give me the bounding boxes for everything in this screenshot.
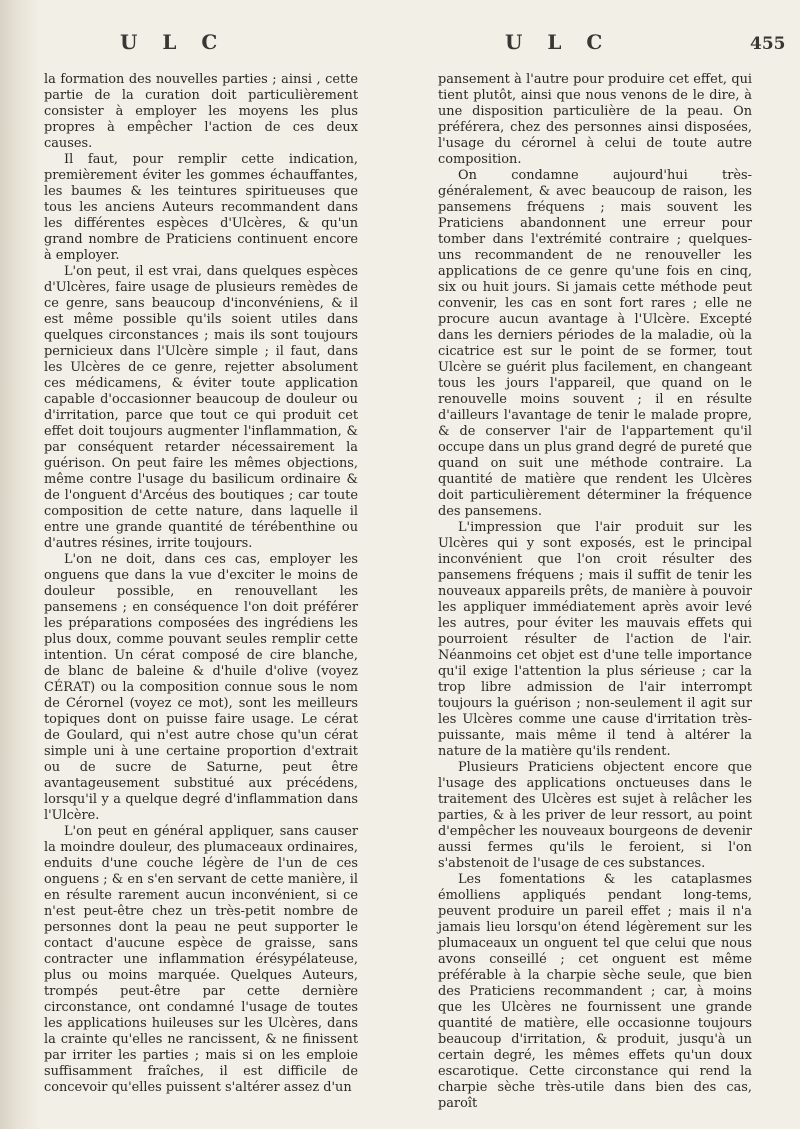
running-head-left: U L C [120, 30, 227, 54]
paragraph: Les fomentations & les cataplasmes émolliens appliqués pendant long-tems, peuvent produire un pareil effet ; mais il n'a jamais lieu lorsqu'on étend légèrement sur les plumaceaux un onguent tel que celui que nous avons conseillé ; cet onguent est même préférable à la charpie sèche seule, que bien des Praticiens recommandent ; car, à moins que les Ulcères ne fournissent une grande quantité de matière, elle occasionne toujours beaucoup d'irritation, & produit, jusqu'à un certain degré, les mêmes effets qu'un doux escarotique. Cette circonstance qui rend la charpie sèche très-utile dans bien des cas, paroît [438, 872, 752, 1111]
paragraph: la formation des nouvelles parties ; ainsi , cette partie de la curation doit particulièrement consister à employer les moyens les plus propres à empêcher l'action de ces deux causes. [44, 72, 358, 151]
page-header [0, 30, 800, 66]
page-gutter-shadow [0, 0, 40, 1129]
paragraph: pansement à l'autre pour produire cet effet, qui tient plutôt, ainsi que nous venons de le dire, à une disposition particulière de la peau. On préférera, chez des personnes ainsi disposées, l'usage du cérornel à celui de toute autre composition. [438, 72, 752, 167]
paragraph: L'on ne doit, dans ces cas, employer les onguens que dans la vue d'exciter le moins de douleur possible, en renouvellant les pansemens ; en conséquence l'on doit préférer les préparations composées des ingrédiens les plus doux, comme pouvant seules remplir cette intention. Un cérat composé de cire blanche, de blanc de baleine & d'huile d'olive (voyez CÉRAT) ou la composition connue sous le nom de Cérornel (voyez ce mot), sont les meilleurs topiques dont on puisse faire usage. Le cérat de Goulard, qui n'est autre chose qu'un cérat simple uni à une certaine proportion d'extrait ou de sucre de Saturne, peut être avantageusement substitué aux précédens, lorsqu'il y a quelque degré d'inflammation dans l'Ulcère. [44, 552, 358, 823]
paragraph: On condamne aujourd'hui très-généralement, & avec beaucoup de raison, les pansemens fréquens ; mais souvent les Praticiens abandonnent une erreur pour tomber dans l'extrémité contraire ; quelques-uns recommandent de ne renouveller les applications de ce genre qu'une fois en cinq, six ou huit jours. Si jamais cette méthode peut convenir, les cas en sont fort rares ; elle ne procure aucun avantage à l'Ulcère. Excepté dans les derniers périodes de la maladie, où la cicatrice est sur le point de se former, tout Ulcère se guérit plus facilement, en changeant tous les jours l'appareil, que quand on le renouvelle moins souvent ; il en résulte d'ailleurs l'avantage de tenir le malade propre, & de conserver l'air de l'appartement qu'il occupe dans un plus grand degré de pureté que quand on suit une méthode contraire. La quantité de matière que rendent les Ulcères doit particulièrement déterminer la fréquence des pansemens. [438, 168, 752, 519]
text-column-right [438, 72, 752, 1112]
paragraph: L'on peut en général appliquer, sans causer la moindre douleur, des plumaceaux ordinaires, enduits d'une couche légère de l'un de ces onguens ; & en s'en servant de cette manière, il en résulte rarement aucun inconvénient, si ce n'est peut-être chez un très-petit nombre de personnes dont la peau ne peut supporter le contact d'aucune espèce de graisse, sans contracter une inflammation érésypélateuse, plus ou moins marquée. Quelques Auteurs, trompés peut-être par cette dernière circonstance, ont condamné l'usage de toutes les applications huileuses sur les Ulcères, dans la crainte qu'elles ne rancissent, & ne finissent par irriter les parties ; mais si on les emploie suffisamment fraîches, il est difficile de concevoir qu'elles puissent s'altérer assez d'un [44, 824, 358, 1095]
running-head-right: U L C [505, 30, 612, 54]
page-number: 455 [750, 34, 786, 54]
text-column-left [44, 72, 358, 1096]
paragraph: Plusieurs Praticiens objectent encore que l'usage des applications onctueuses dans le traitement des Ulcères est sujet à relâcher les parties, & à les priver de leur ressort, au point d'empêcher les nouveaux bourgeons de devenir aussi fermes qu'ils le feroient, si l'on s'abstenoit de l'usage de ces substances. [438, 760, 752, 871]
paragraph: L'impression que l'air produit sur les Ulcères qui y sont exposés, est le principal inconvénient que l'on croit résulter des pansemens fréquens ; mais il suffit de tenir les nouveaux appareils prêts, de manière à pouvoir les appliquer immédiatement après avoir levé les autres, pour éviter les mauvais effets qui pourroient résulter de l'action de l'air. Néanmoins cet objet est d'une telle importance qu'il exige l'attention la plus sérieuse ; car la trop libre admission de l'air interrompt toujours la guérison ; non-seulement il agit sur les Ulcères comme une cause d'irritation très-puissante, mais même il tend à altérer la nature de la matière qu'ils rendent. [438, 520, 752, 759]
paragraph: L'on peut, il est vrai, dans quelques espèces d'Ulcères, faire usage de plusieurs remèdes de ce genre, sans beaucoup d'inconvéniens, & il est même possible qu'ils soient utiles dans quelques circonstances ; mais ils sont toujours pernicieux dans l'Ulcère simple ; il faut, dans les Ulcères de ce genre, rejetter absolument ces médicamens, & éviter toute application capable d'occasionner beaucoup de douleur ou d'irritation, parce que tout ce qui produit cet effet doit toujours augmenter l'inflammation, & par conséquent retarder nécessairement la guérison. On peut faire les mêmes objections, même contre l'usage du basilicum ordinaire & de l'onguent d'Arcéus des boutiques ; car toute composition de cette nature, dans laquelle il entre une grande quantité de térébenthine ou d'autres résines, irrite toujours. [44, 264, 358, 551]
paragraph: Il faut, pour remplir cette indication, premièrement éviter les gommes échauffantes, les baumes & les teintures spiritueuses que tous les anciens Auteurs recommandent dans les différentes espèces d'Ulcères, & qu'un grand nombre de Praticiens continuent encore à employer. [44, 152, 358, 263]
